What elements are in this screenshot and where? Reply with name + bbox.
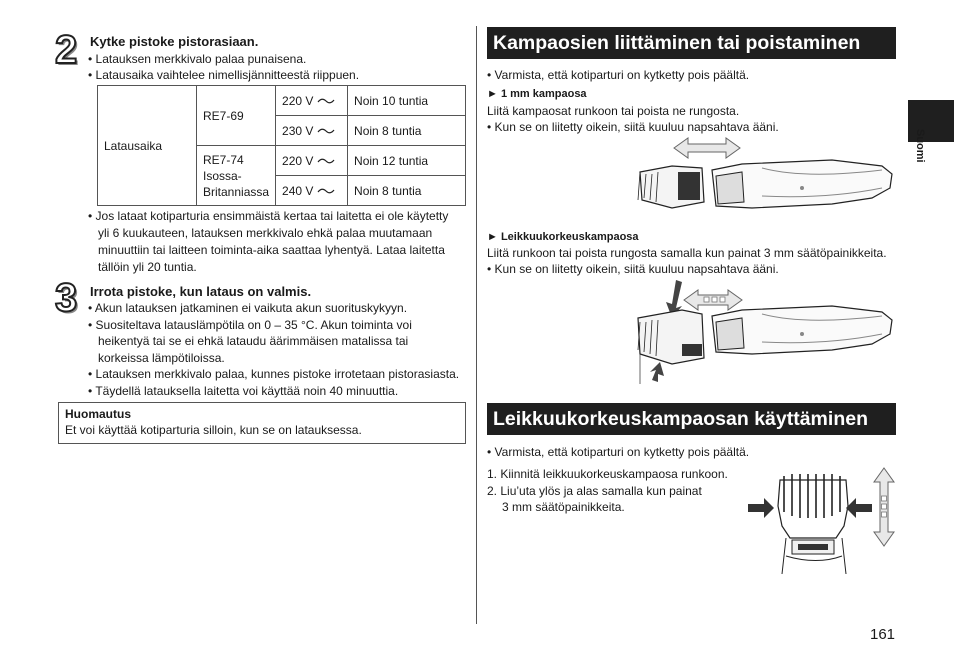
step-number-2: 2 xyxy=(55,28,78,72)
model-name: RE7-74 Isossa- Britanniassa xyxy=(197,146,276,206)
column-divider xyxy=(476,26,477,624)
model-name: RE7-69 xyxy=(197,86,276,146)
time-cell: Noin 8 tuntia xyxy=(348,116,466,146)
sub-length-comb-bullet: • Kun se on liitetty oikein, siitä kuuluu napsahtava ääni. xyxy=(487,262,779,276)
press-arrow-right-icon xyxy=(748,498,774,518)
slide-up-down-arrow-icon xyxy=(874,468,894,546)
voltage-cell: 240 V xyxy=(276,176,348,206)
sub-length-comb-text: Liitä runkoon tai poista rungosta samalla kun painat 3 mm säätöpainikkeita. xyxy=(487,246,887,260)
time-cell: Noin 8 tuntia xyxy=(348,176,466,206)
usage-step: 1. Kiinnitä leikkuukorkeuskampaosa runkoon. xyxy=(487,467,728,481)
table-row-label: Latausaika xyxy=(98,86,197,206)
time-cell: Noin 12 tuntia xyxy=(348,146,466,176)
double-arrow-icon xyxy=(684,290,742,310)
ac-symbol-icon xyxy=(317,157,335,165)
trimmer-length-comb-illustration xyxy=(632,278,897,386)
note-box xyxy=(58,402,466,444)
voltage-cell: 220 V xyxy=(276,146,348,176)
trimmer-1mm-comb-illustration xyxy=(632,136,897,216)
step-3-bullets: • Akun latauksen jatkaminen ei vaikuta akun suorituskykyyn. • Suositeltava latauslämpötila on 0 – 35 °C. Akun toiminta voi heikentyä tai se ei ehkä lataudu äärimmäisen matalissa tai korkeissa lämpötiloissa. • Latauksen merkkivalo palaa, kunnes pistoke irrotetaan pistorasiasta. • Täydellä latauksella laitetta voi käyttää noin 40 minuuttia. xyxy=(88,301,460,398)
safety-bullet: • Varmista, että kotiparturi on kytketty pois päältä. xyxy=(487,445,750,459)
sub-heading-1mm: ► 1 mm kampaosa xyxy=(487,88,587,100)
section-heading-attach-combs: Kampaosien liittäminen tai poistaminen xyxy=(487,27,896,59)
step-2-bullet: • Latausaika vaihtelee nimellisjännitteestä riippuen. xyxy=(88,68,360,82)
voltage-cell: 230 V xyxy=(276,116,348,146)
press-arrow-left-icon xyxy=(846,498,872,518)
page-number: 161 xyxy=(870,626,896,643)
step-number-3: 3 xyxy=(55,276,78,320)
section-heading-length-comb-use: Leikkuukorkeuskampaosan käyttäminen xyxy=(487,403,896,435)
ac-symbol-icon xyxy=(317,97,335,105)
voltage-cell: 220 V xyxy=(276,86,348,116)
language-label: Suomi xyxy=(914,129,926,163)
step-2-bullet: • Latauksen merkkivalo palaa punaisena. xyxy=(88,52,307,66)
step-3-title: Irrota pistoke, kun lataus on valmis. xyxy=(90,284,312,299)
sub-1mm-text: Liitä kampaosat runkoon tai poista ne rungosta. xyxy=(487,104,740,118)
usage-step-continued: 3 mm säätöpainikkeita. xyxy=(502,500,625,514)
first-charge-note: • Jos lataat kotiparturia ensimmäistä kertaa tai laitetta ei ole käytetty yli 6 kuukauteen, latauksen merkkivalo ehkä palaa muutamaan minuuttiin tai laitteen toiminta-aika saattaa lyhentyä. Lataa laitetta tällöin yli 20 tuntia. xyxy=(88,209,449,274)
ac-symbol-icon xyxy=(317,187,335,195)
sub-heading-length-comb: ► Leikkuukorkeuskampaosa xyxy=(487,231,639,243)
note-text: Et voi käyttää kotiparturia silloin, kun se on latauksessa. xyxy=(65,423,362,437)
time-cell: Noin 10 tuntia xyxy=(348,86,466,116)
safety-bullet: • Varmista, että kotiparturi on kytketty pois päältä. xyxy=(487,68,750,82)
ac-symbol-icon xyxy=(317,127,335,135)
length-comb-front-illustration xyxy=(746,466,896,578)
press-arrow-up-icon xyxy=(650,362,664,382)
usage-step: 2. Liu’uta ylös ja alas samalla kun painat xyxy=(487,484,702,498)
double-arrow-icon xyxy=(674,138,740,158)
note-title: Huomautus xyxy=(65,407,131,421)
charge-time-table xyxy=(97,85,466,206)
step-2-title: Kytke pistoke pistorasiaan. xyxy=(90,34,259,49)
sub-1mm-bullet: • Kun se on liitetty oikein, siitä kuuluu napsahtava ääni. xyxy=(487,120,779,134)
